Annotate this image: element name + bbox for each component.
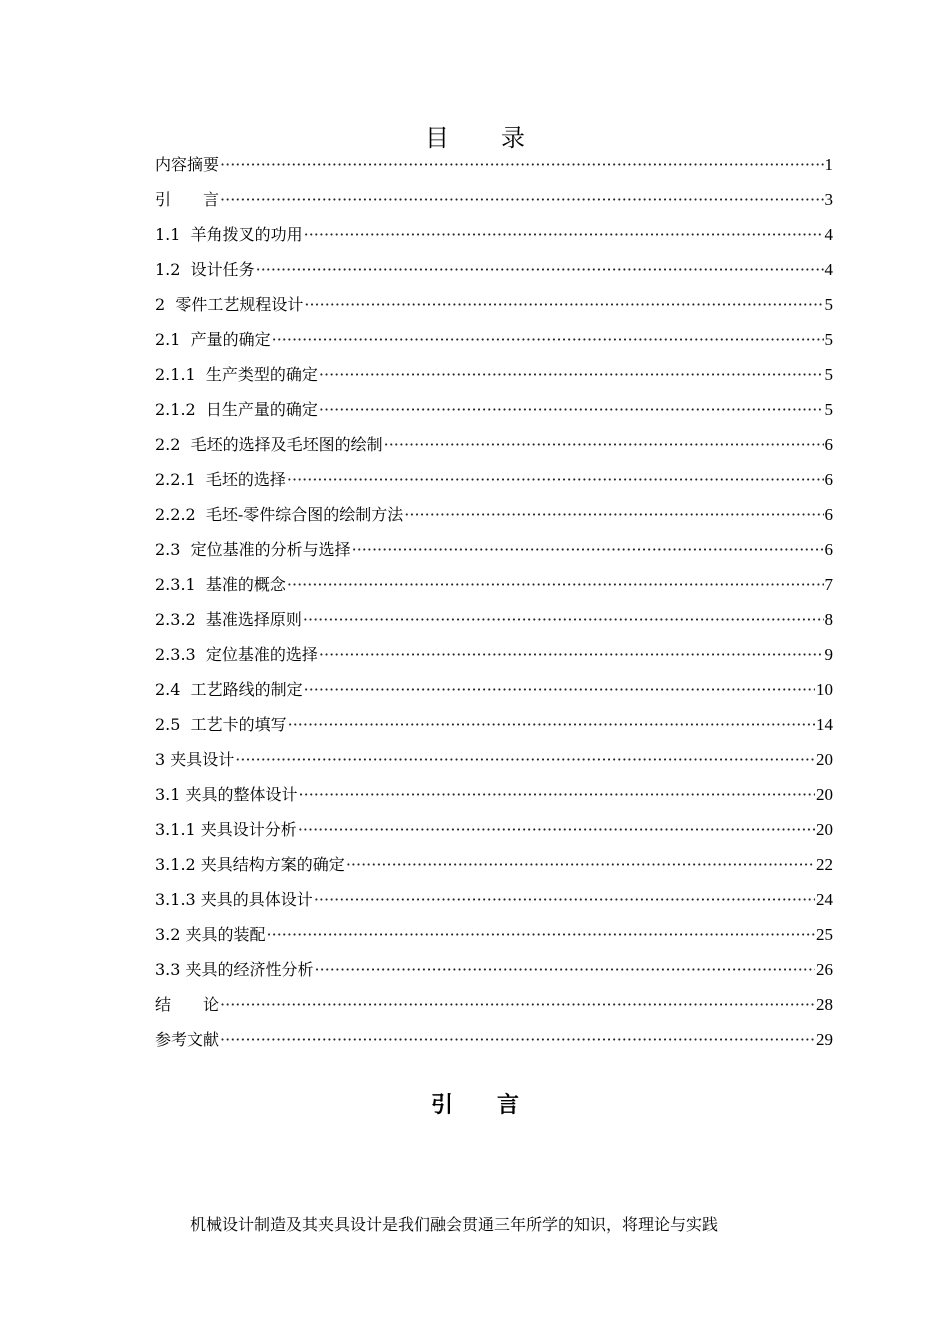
toc-title: 目录 — [425, 124, 577, 152]
toc-entry[interactable] — [155, 395, 833, 430]
toc-entry-label: 2.4 工艺路线的制定 — [155, 680, 303, 699]
toc-entry-page: 5 — [824, 295, 833, 314]
toc-leader-dots — [299, 780, 815, 810]
toc-entry[interactable] — [155, 535, 833, 570]
toc-entry-page: 6 — [824, 435, 833, 454]
toc-entry-label: 3.3 夹具的经济性分析 — [155, 960, 314, 979]
toc-entry-label: 2.5 工艺卡的填写 — [155, 715, 287, 734]
toc-entry[interactable] — [155, 710, 833, 745]
toc-entry-page: 4 — [824, 260, 833, 279]
toc-entry-label: 2.3.1 基准的概念 — [155, 575, 286, 594]
toc-entry-label: 参考文献 — [155, 1030, 220, 1049]
toc-entry-label: 1.1 羊角拨叉的功用 — [155, 225, 303, 244]
toc-entry[interactable] — [155, 185, 833, 220]
toc-entry-page: 9 — [824, 645, 833, 664]
toc-leader-dots — [319, 360, 824, 390]
toc-leader-dots — [352, 535, 824, 565]
toc-leader-dots — [319, 395, 824, 425]
toc-entry-page: 6 — [824, 470, 833, 489]
toc-leader-dots — [220, 1025, 815, 1055]
toc-entry-label: 3.1.1 夹具设计分析 — [155, 820, 297, 839]
toc-entry[interactable] — [155, 220, 833, 255]
toc-entry[interactable] — [155, 780, 833, 815]
toc-entry-label: 3.1.2 夹具结构方案的确定 — [155, 855, 345, 874]
toc-entry-label: 3.1.3 夹具的具体设计 — [155, 890, 313, 909]
toc-leader-dots — [220, 990, 815, 1020]
toc-leader-dots — [304, 220, 824, 250]
toc-entry[interactable] — [155, 955, 833, 990]
toc-entry-label: 2.2.1 毛坯的选择 — [155, 470, 286, 489]
toc-leader-dots — [304, 290, 823, 320]
toc-entry-label: 引 言 — [155, 190, 220, 209]
toc-entry[interactable] — [155, 990, 833, 1025]
toc-leader-dots — [404, 500, 823, 530]
toc-entry-page: 26 — [816, 960, 833, 979]
toc-entry[interactable] — [155, 885, 833, 920]
toc-entry[interactable] — [155, 465, 833, 500]
toc-entry-page: 4 — [824, 225, 833, 244]
toc-entry-page: 8 — [824, 610, 833, 629]
toc-entry-page: 6 — [824, 505, 833, 524]
toc-entry-page: 24 — [816, 890, 833, 909]
toc-leader-dots — [384, 430, 824, 460]
toc-entry[interactable] — [155, 290, 833, 325]
toc-entry-page: 7 — [824, 575, 833, 594]
toc-leader-dots — [314, 885, 815, 915]
toc-leader-dots — [272, 325, 824, 355]
toc-entry[interactable] — [155, 430, 833, 465]
toc-entry[interactable] — [155, 255, 833, 290]
introduction-paragraph: 机械设计制造及其夹具设计是我们融会贯通三年所学的知识，将理论与实践 — [190, 1215, 719, 1234]
toc-entry[interactable] — [155, 745, 833, 780]
toc-entry-page: 10 — [816, 680, 833, 699]
toc-entry-label: 2.3 定位基准的分析与选择 — [155, 540, 351, 559]
introduction-heading: 引言 — [430, 1093, 563, 1118]
toc-entry[interactable] — [155, 605, 833, 640]
table-of-contents — [155, 150, 833, 1060]
toc-entry-page: 14 — [816, 715, 833, 734]
toc-leader-dots — [287, 465, 824, 495]
toc-entry-page: 29 — [816, 1030, 833, 1049]
toc-entry[interactable] — [155, 850, 833, 885]
toc-entry[interactable] — [155, 150, 833, 185]
toc-leader-dots — [319, 640, 824, 670]
toc-entry-label: 2.3.3 定位基准的选择 — [155, 645, 318, 664]
toc-leader-dots — [267, 920, 815, 950]
toc-leader-dots — [304, 675, 815, 705]
toc-entry[interactable] — [155, 640, 833, 675]
toc-leader-dots — [235, 745, 815, 775]
toc-leader-dots — [346, 850, 815, 880]
toc-entry-label: 3.1 夹具的整体设计 — [155, 785, 298, 804]
toc-entry[interactable] — [155, 325, 833, 360]
toc-entry-page: 6 — [824, 540, 833, 559]
toc-leader-dots — [288, 710, 815, 740]
toc-entry-page: 5 — [824, 330, 833, 349]
toc-entry[interactable] — [155, 815, 833, 850]
toc-entry-label: 2.2 毛坯的选择及毛坯图的绘制 — [155, 435, 383, 454]
toc-entry-page: 3 — [824, 190, 833, 209]
toc-entry-page: 1 — [824, 155, 833, 174]
toc-entry[interactable] — [155, 500, 833, 535]
toc-entry-page: 22 — [816, 855, 833, 874]
toc-entry-page: 5 — [824, 400, 833, 419]
toc-entry-label: 2.1 产量的确定 — [155, 330, 271, 349]
toc-leader-dots — [256, 255, 824, 285]
toc-leader-dots — [303, 605, 824, 635]
toc-entry-label: 3 夹具设计 — [155, 750, 235, 769]
toc-entry-page: 20 — [816, 750, 833, 769]
toc-entry-page: 25 — [816, 925, 833, 944]
toc-leader-dots — [287, 570, 824, 600]
toc-leader-dots — [298, 815, 815, 845]
toc-entry[interactable] — [155, 360, 833, 395]
toc-entry-page: 28 — [816, 995, 833, 1014]
toc-entry-label: 2.1.2 日生产量的确定 — [155, 400, 318, 419]
toc-entry-label: 内容摘要 — [155, 155, 220, 174]
toc-leader-dots — [220, 185, 823, 215]
toc-leader-dots — [315, 955, 815, 985]
toc-entry-label: 2 零件工艺规程设计 — [155, 295, 304, 314]
toc-entry-page: 20 — [816, 785, 833, 804]
toc-entry-page: 20 — [816, 820, 833, 839]
toc-entry[interactable] — [155, 1025, 833, 1060]
toc-entry-label: 2.1.1 生产类型的确定 — [155, 365, 318, 384]
toc-entry-label: 2.2.2 毛坯-零件综合图的绘制方法 — [155, 505, 404, 524]
toc-entry[interactable] — [155, 570, 833, 605]
toc-entry[interactable] — [155, 920, 833, 955]
toc-entry-label: 1.2 设计任务 — [155, 260, 255, 279]
toc-leader-dots — [220, 150, 823, 180]
toc-entry-label: 2.3.2 基准选择原则 — [155, 610, 302, 629]
toc-entry-label: 结 论 — [155, 995, 220, 1014]
toc-entry-label: 3.2 夹具的装配 — [155, 925, 266, 944]
toc-entry[interactable] — [155, 675, 833, 710]
toc-entry-page: 5 — [824, 365, 833, 384]
